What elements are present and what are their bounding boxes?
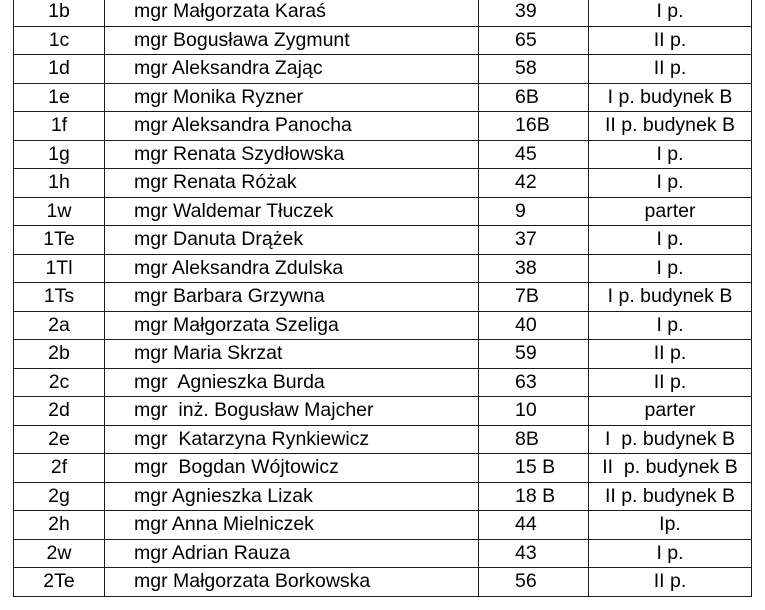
room-cell: 18 B xyxy=(479,482,589,511)
table-row xyxy=(14,254,752,283)
table-row xyxy=(14,454,752,483)
class-cell: 1Te xyxy=(14,226,105,255)
room-cell: 65 xyxy=(479,26,589,55)
table-row xyxy=(14,482,752,511)
teacher-cell: mgr inż. Bogusław Majcher xyxy=(105,397,479,426)
class-cell: 1f xyxy=(14,112,105,141)
table-row xyxy=(14,425,752,454)
teacher-cell: mgr Aleksandra Zając xyxy=(105,55,479,84)
room-cell: 39 xyxy=(479,0,589,26)
floor-cell: II p. budynek B xyxy=(589,482,752,511)
room-cell: 59 xyxy=(479,340,589,369)
class-rooms-table xyxy=(13,0,752,597)
teacher-cell: mgr Małgorzata Karaś xyxy=(105,0,479,26)
floor-cell: II p. xyxy=(589,26,752,55)
class-cell: 2g xyxy=(14,482,105,511)
room-cell: 58 xyxy=(479,55,589,84)
class-cell: 2w xyxy=(14,539,105,568)
floor-cell: I p. budynek B xyxy=(589,283,752,312)
teacher-cell: mgr Maria Skrzat xyxy=(105,340,479,369)
teacher-cell: mgr Adrian Rauza xyxy=(105,539,479,568)
room-cell: 42 xyxy=(479,169,589,198)
room-cell: 40 xyxy=(479,311,589,340)
room-cell: 8B xyxy=(479,425,589,454)
class-cell: 1w xyxy=(14,197,105,226)
room-cell: 44 xyxy=(479,511,589,540)
teacher-cell: mgr Małgorzata Szeliga xyxy=(105,311,479,340)
floor-cell: I p. budynek B xyxy=(589,425,752,454)
room-cell: 6B xyxy=(479,83,589,112)
teacher-cell: mgr Katarzyna Rynkiewicz xyxy=(105,425,479,454)
table-row xyxy=(14,511,752,540)
class-cell: 1d xyxy=(14,55,105,84)
room-cell: 10 xyxy=(479,397,589,426)
table-row xyxy=(14,26,752,55)
floor-cell: Ip. xyxy=(589,511,752,540)
table-row xyxy=(14,0,752,26)
teacher-cell: mgr Renata Różak xyxy=(105,169,479,198)
teacher-cell: mgr Małgorzata Borkowska xyxy=(105,568,479,597)
class-cell: 2h xyxy=(14,511,105,540)
floor-cell: II p. xyxy=(589,568,752,597)
teacher-cell: mgr Barbara Grzywna xyxy=(105,283,479,312)
teacher-cell: mgr Agnieszka Burda xyxy=(105,368,479,397)
room-cell: 56 xyxy=(479,568,589,597)
table-row xyxy=(14,568,752,597)
table-row xyxy=(14,83,752,112)
teacher-cell: mgr Waldemar Tłuczek xyxy=(105,197,479,226)
table-row xyxy=(14,539,752,568)
class-cell: 1c xyxy=(14,26,105,55)
table-row xyxy=(14,55,752,84)
floor-cell: II p. budynek B xyxy=(589,454,752,483)
table-row xyxy=(14,283,752,312)
room-cell: 43 xyxy=(479,539,589,568)
room-cell: 63 xyxy=(479,368,589,397)
table-body xyxy=(14,0,752,596)
room-cell: 37 xyxy=(479,226,589,255)
class-cell: 1Tl xyxy=(14,254,105,283)
floor-cell: I p. xyxy=(589,140,752,169)
class-cell: 2Te xyxy=(14,568,105,597)
class-cell: 1e xyxy=(14,83,105,112)
class-cell: 2f xyxy=(14,454,105,483)
floor-cell: I p. xyxy=(589,539,752,568)
floor-cell: I p. xyxy=(589,226,752,255)
class-cell: 1Ts xyxy=(14,283,105,312)
table-row xyxy=(14,368,752,397)
teacher-cell: mgr Aleksandra Panocha xyxy=(105,112,479,141)
room-cell: 9 xyxy=(479,197,589,226)
teacher-cell: mgr Agnieszka Lizak xyxy=(105,482,479,511)
table-row xyxy=(14,340,752,369)
floor-cell: I p. xyxy=(589,311,752,340)
floor-cell: II p. budynek B xyxy=(589,112,752,141)
class-cell: 2b xyxy=(14,340,105,369)
class-cell: 2a xyxy=(14,311,105,340)
teacher-cell: mgr Danuta Drążek xyxy=(105,226,479,255)
room-cell: 16B xyxy=(479,112,589,141)
class-cell: 1b xyxy=(14,0,105,26)
table-row xyxy=(14,311,752,340)
room-cell: 45 xyxy=(479,140,589,169)
room-cell: 7B xyxy=(479,283,589,312)
teacher-cell: mgr Anna Mielniczek xyxy=(105,511,479,540)
teacher-cell: mgr Renata Szydłowska xyxy=(105,140,479,169)
teacher-cell: mgr Monika Ryzner xyxy=(105,83,479,112)
table-row xyxy=(14,112,752,141)
class-cell: 2e xyxy=(14,425,105,454)
floor-cell: I p. xyxy=(589,254,752,283)
class-cell: 1g xyxy=(14,140,105,169)
floor-cell: parter xyxy=(589,197,752,226)
floor-cell: parter xyxy=(589,397,752,426)
floor-cell: II p. xyxy=(589,340,752,369)
table-row xyxy=(14,169,752,198)
room-cell: 38 xyxy=(479,254,589,283)
teacher-cell: mgr Bogusława Zygmunt xyxy=(105,26,479,55)
class-cell: 1h xyxy=(14,169,105,198)
table-row xyxy=(14,397,752,426)
floor-cell: I p. budynek B xyxy=(589,83,752,112)
teacher-cell: mgr Aleksandra Zdulska xyxy=(105,254,479,283)
floor-cell: II p. xyxy=(589,368,752,397)
table-row xyxy=(14,226,752,255)
table-row xyxy=(14,140,752,169)
floor-cell: II p. xyxy=(589,55,752,84)
room-cell: 15 B xyxy=(479,454,589,483)
teacher-cell: mgr Bogdan Wójtowicz xyxy=(105,454,479,483)
class-cell: 2c xyxy=(14,368,105,397)
table-row xyxy=(14,197,752,226)
floor-cell: I p. xyxy=(589,0,752,26)
floor-cell: I p. xyxy=(589,169,752,198)
class-cell: 2d xyxy=(14,397,105,426)
